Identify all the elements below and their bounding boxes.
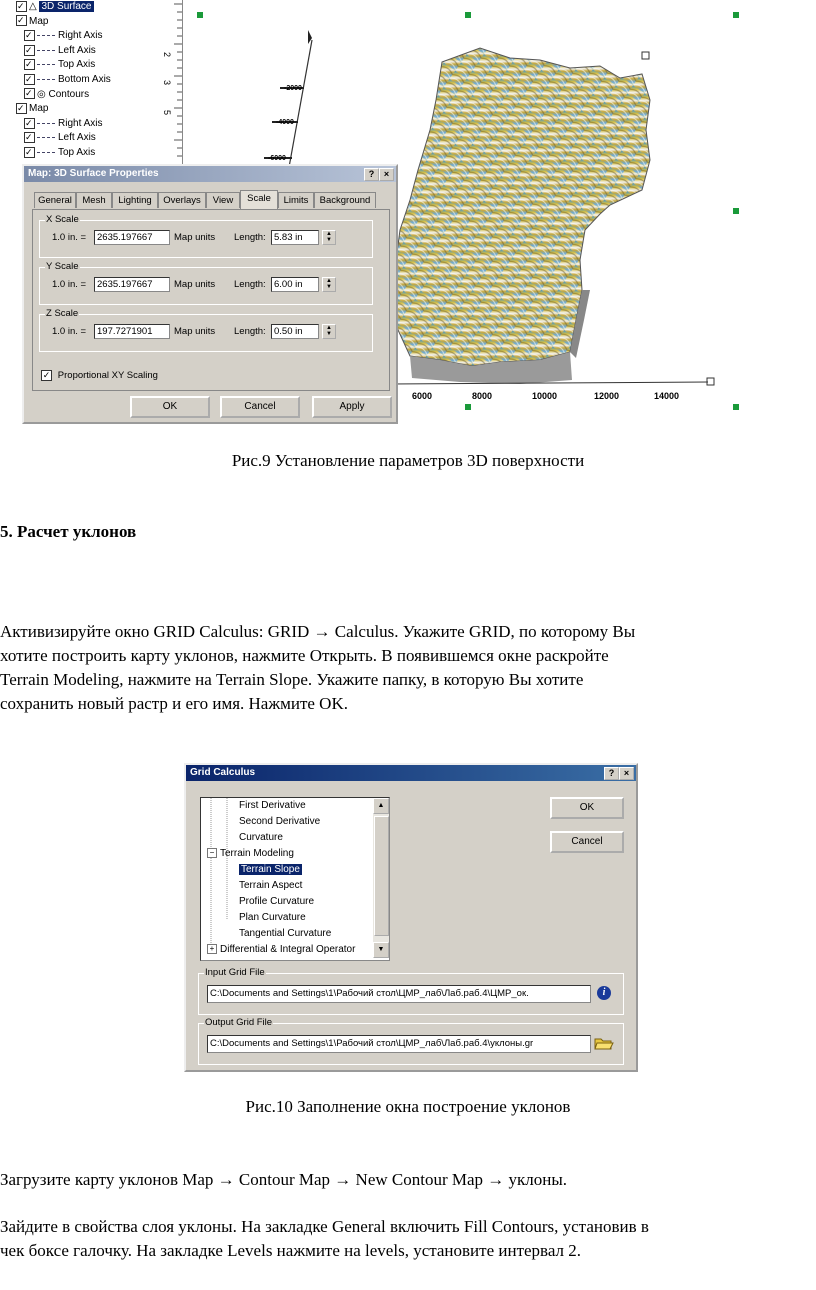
tree-item[interactable] (16, 15, 48, 29)
axis-handle[interactable] (642, 52, 649, 59)
tab-lighting[interactable]: Lighting (112, 192, 158, 208)
open-folder-icon[interactable] (594, 1035, 614, 1051)
axis-icon (37, 79, 55, 80)
paragraph-line: Зайдите в свойства слоя уклоны. На закладке General включить Fill Contours, установив в (0, 1217, 649, 1236)
paragraph-line: сохранить новый растр и его имя. Нажмите OK. (0, 694, 348, 713)
input-grid-field[interactable]: C:\Documents and Settings\1\Рабочий стол\ЦМР_лаб\Лаб.раб.4\ЦМР_ок. (207, 985, 591, 1003)
length-label: Length: (234, 326, 266, 337)
tab-mesh[interactable]: Mesh (76, 192, 112, 208)
visibility-checkbox[interactable] (24, 30, 35, 41)
paragraph-line: Активизируйте окно GRID Calculus: GRID → Calculus. Укажите GRID, по которому Вы (0, 622, 636, 641)
tab-view[interactable]: View (206, 192, 240, 208)
selection-handle[interactable] (733, 404, 739, 410)
tab-overlays[interactable]: Overlays (158, 192, 206, 208)
collapse-icon[interactable]: − (207, 848, 217, 858)
scale-prefix: 1.0 in. = (52, 326, 87, 337)
tree-item[interactable] (239, 862, 302, 878)
axis-handle[interactable] (707, 378, 714, 385)
scale-group (39, 214, 373, 258)
tree-item-label: Differential & Integral Operator (220, 944, 356, 955)
axis-icon (37, 35, 55, 36)
scale-group (39, 261, 373, 305)
x-axis-tick-label: 8000 (472, 391, 493, 401)
tree-item[interactable] (207, 846, 294, 862)
dialog-title: Grid Calculus (190, 767, 256, 778)
tree-item[interactable] (24, 58, 95, 72)
visibility-checkbox[interactable] (24, 74, 35, 85)
visibility-checkbox[interactable] (24, 45, 35, 56)
ok-button[interactable]: OK (550, 797, 624, 819)
tree-item-label: Terrain Modeling (220, 848, 294, 859)
tree-item-label: 3D Surface (41, 1, 92, 12)
tree-item[interactable] (239, 926, 331, 942)
tab-scale[interactable]: Scale (240, 190, 278, 209)
figure-10-caption: Рис.10 Заполнение окна построение уклонов (245, 1097, 571, 1116)
visibility-checkbox[interactable] (16, 15, 27, 26)
spin-arrows-icon[interactable]: ▲ ▼ (322, 277, 336, 292)
tree-item[interactable] (24, 73, 111, 87)
cancel-button[interactable]: Cancel (220, 396, 300, 418)
expand-icon[interactable]: + (207, 944, 217, 954)
section-heading: 5. Расчет уклонов (0, 522, 137, 541)
proportional-xy-checkbox[interactable] (41, 370, 158, 381)
scale-value-field[interactable]: 2635.197667 (94, 230, 170, 245)
z-axis-label: -2000 (284, 85, 302, 92)
scale-value-field[interactable]: 2635.197667 (94, 277, 170, 292)
tree-item-label: Right Axis (58, 30, 103, 42)
tree-item[interactable] (24, 131, 96, 145)
x-axis-tick-label: 6000 (412, 391, 433, 401)
tree-scrollbar[interactable] (373, 798, 389, 958)
scale-units: Map units (174, 326, 216, 337)
tree-item[interactable] (24, 88, 89, 102)
tree-lines (201, 798, 241, 960)
dialog-title: Map: 3D Surface Properties (28, 168, 159, 179)
length-field[interactable]: 0.50 in (271, 324, 319, 339)
paragraph-instructions (0, 620, 812, 716)
axis-icon (37, 64, 55, 65)
length-label: Length: (234, 232, 266, 243)
visibility-checkbox[interactable] (24, 59, 35, 70)
scroll-thumb[interactable] (374, 816, 389, 936)
tree-item-label: Left Axis (58, 132, 96, 144)
tree-item-label: Map (29, 15, 49, 27)
apply-button[interactable]: Apply (312, 396, 392, 418)
visibility-checkbox[interactable] (24, 132, 35, 143)
dialog-tabs (34, 192, 389, 210)
length-field[interactable]: 5.83 in (271, 230, 319, 245)
checkbox-check-icon[interactable]: ✓ (42, 370, 51, 380)
ruler-label: 3 (162, 80, 172, 86)
axis-icon (37, 152, 55, 153)
tab-general[interactable]: General (34, 192, 76, 208)
scale-group-title: X Scale (46, 214, 79, 225)
visibility-checkbox[interactable] (16, 103, 27, 114)
tree-item-label: Plan Curvature (239, 912, 306, 923)
tree-item[interactable] (239, 814, 320, 830)
tree-item-label: Terrain Slope (241, 864, 300, 875)
tree-item-label: Second Derivative (239, 816, 321, 827)
tree-item[interactable] (16, 0, 94, 14)
scroll-up-icon[interactable]: ▲ (373, 798, 389, 814)
figure-9-caption: Рис.9 Установление параметров 3D поверхности (231, 451, 585, 470)
tree-item-label: First Derivative (239, 800, 306, 811)
tree-item-label: Profile Curvature (239, 896, 315, 907)
scale-group-title: Y Scale (46, 261, 79, 272)
x-axis-tick-label: 14000 (654, 391, 680, 401)
tree-item-label: Terrain Aspect (239, 880, 303, 891)
tree-item[interactable] (24, 117, 102, 131)
contours-icon: ◎ (37, 88, 49, 100)
visibility-checkbox[interactable] (24, 118, 35, 129)
ruler-label: 5 (162, 110, 172, 116)
output-grid-label: Output Grid File (205, 1017, 273, 1028)
axis-icon (37, 50, 55, 51)
tree-item[interactable] (239, 910, 306, 926)
paragraph-line: чек боксе галочку. На закладке Levels нажмите на levels, установите интервал 2. (0, 1241, 582, 1260)
visibility-checkbox[interactable] (24, 88, 35, 99)
tree-item[interactable] (239, 798, 306, 814)
scale-group-title: Z Scale (46, 308, 79, 319)
visibility-checkbox[interactable] (16, 1, 27, 12)
selection-handle[interactable] (465, 12, 471, 18)
operations-tree[interactable] (200, 797, 390, 961)
spin-arrows-icon[interactable]: ▲ ▼ (322, 230, 336, 245)
selection-handle[interactable] (733, 12, 739, 18)
tab-background[interactable]: Background (314, 192, 376, 208)
tree-item-label: Top Axis (58, 147, 96, 158)
tree-item-label: Left Axis (58, 44, 96, 56)
cancel-button[interactable]: Cancel (550, 831, 624, 853)
tree-item-label: Top Axis (58, 59, 96, 71)
scale-units: Map units (174, 279, 216, 290)
tab-limits[interactable]: Limits (278, 192, 314, 208)
scale-prefix: 1.0 in. = (52, 279, 87, 290)
z-axis-label: -6000 (268, 155, 286, 162)
output-grid-group (198, 1017, 624, 1065)
tree-item-label: Right Axis (58, 117, 103, 129)
ok-button[interactable]: OK (130, 396, 210, 418)
spin-arrows-icon[interactable]: ▲ ▼ (322, 324, 336, 339)
scroll-down-icon[interactable]: ▼ (373, 942, 389, 958)
axis-icon (37, 123, 55, 124)
axis-icon (37, 137, 55, 138)
close-button[interactable]: × (379, 168, 394, 181)
tree-item-label: Map (29, 103, 49, 115)
z-axis-label: -4000 (276, 119, 294, 126)
visibility-checkbox[interactable] (24, 147, 35, 158)
ruler-label: 2 (162, 52, 172, 58)
tree-item[interactable] (239, 894, 314, 910)
output-grid-field[interactable]: C:\Documents and Settings\1\Рабочий стол\ЦМР_лаб\Лаб.раб.4\уклоны.gr (207, 1035, 591, 1053)
3d-surface-properties-dialog (22, 164, 398, 424)
tree-item[interactable] (16, 102, 48, 116)
help-button[interactable]: ? (604, 767, 619, 780)
tree-item-label: Curvature (239, 832, 283, 843)
tree-item[interactable] (207, 942, 355, 958)
tree-item[interactable] (24, 44, 96, 58)
paragraph-line: Terrain Modeling, нажмите на Terrain Slope. Укажите папку, в которую Вы хотите (0, 670, 584, 689)
scale-tab-panel (32, 209, 390, 391)
selection-handle[interactable] (465, 404, 471, 410)
x-axis-tick-label: 12000 (594, 391, 620, 401)
terrain-surface (390, 48, 650, 366)
surface-icon: △ (29, 1, 40, 12)
tree-item[interactable] (24, 146, 95, 160)
scale-prefix: 1.0 in. = (52, 232, 87, 243)
length-field[interactable]: 6.00 in (271, 277, 319, 292)
input-grid-label: Input Grid File (205, 967, 265, 978)
dialog-titlebar (186, 765, 636, 781)
paragraph-layer-properties (0, 1215, 812, 1263)
tree-item-label: Tangential Curvature (239, 928, 332, 939)
tree-item[interactable] (24, 29, 102, 43)
length-label: Length: (234, 279, 266, 290)
selection-handle[interactable] (733, 208, 739, 214)
scale-value-field[interactable]: 197.7271901 (94, 324, 170, 339)
paragraph-load-map: Загрузите карту уклонов Map → Contour Map → New Contour Map → уклоны. (0, 1170, 568, 1189)
help-button[interactable]: ? (364, 168, 379, 181)
selection-handle[interactable] (197, 12, 203, 18)
figure-3d-surface-properties (0, 0, 760, 425)
x-axis-tick-label: 10000 (532, 391, 558, 401)
close-button[interactable]: × (619, 767, 634, 780)
tree-item[interactable] (239, 878, 302, 894)
tree-item-label: Bottom Axis (58, 74, 111, 85)
tree-item[interactable] (239, 830, 283, 846)
ruler-ticks (160, 0, 182, 168)
paragraph-line: хотите построить карту уклонов, нажмите Открыть. В появившемся окне раскройте (0, 646, 609, 665)
tree-item-label: Contours (48, 88, 90, 100)
dialog-titlebar (24, 166, 396, 182)
scale-units: Map units (174, 232, 216, 243)
input-grid-group (198, 967, 624, 1015)
info-icon[interactable]: i (597, 986, 611, 1000)
x-axis-line (390, 382, 708, 384)
object-manager-tree (6, 0, 156, 165)
grid-calculus-dialog (184, 763, 638, 1072)
proportional-xy-label: Proportional XY Scaling (57, 370, 158, 382)
scale-group (39, 308, 373, 352)
